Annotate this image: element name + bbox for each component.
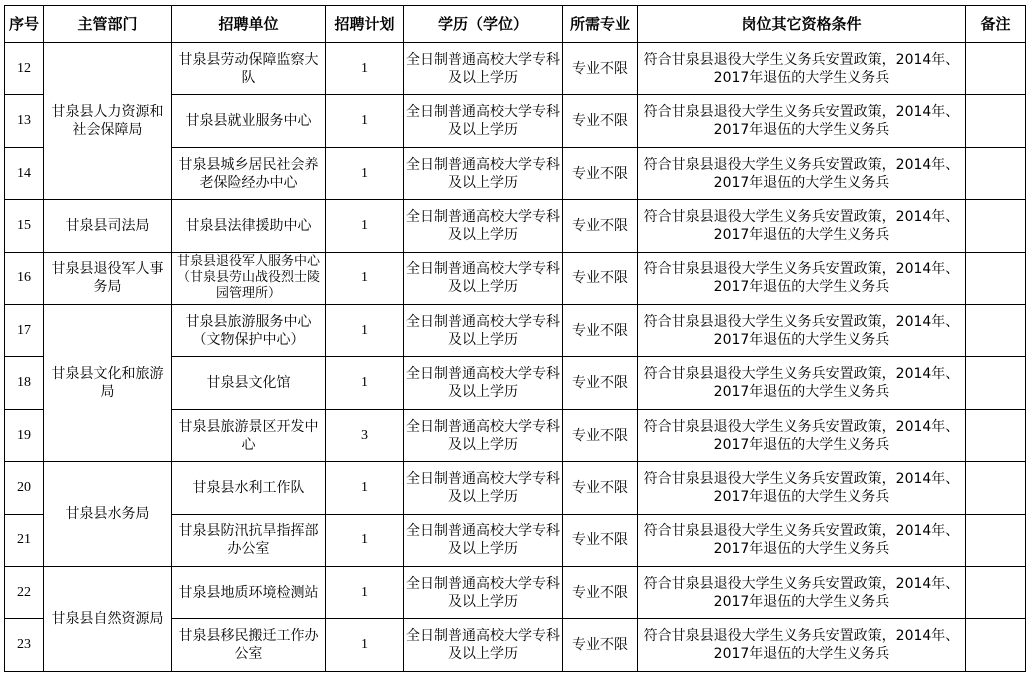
major-cell: 专业不限 <box>563 357 638 409</box>
dept-cell: 甘泉县水务局 <box>44 462 172 567</box>
unit-cell: 甘泉县水利工作队 <box>172 462 326 514</box>
plan-cell: 1 <box>326 200 404 252</box>
edu-cell: 全日制普通高校大学专科及以上学历 <box>404 409 563 461</box>
plan-cell: 1 <box>326 619 404 672</box>
edu-cell: 全日制普通高校大学专科及以上学历 <box>404 462 563 514</box>
major-cell: 专业不限 <box>563 252 638 304</box>
major-cell: 专业不限 <box>563 95 638 147</box>
row-seq: 19 <box>5 409 44 461</box>
unit-cell: 甘泉县地质环境检测站 <box>172 567 326 619</box>
plan-cell: 1 <box>326 147 404 199</box>
header-unit: 招聘单位 <box>172 6 326 43</box>
cond-cell: 符合甘泉县退役大学生义务兵安置政策，2014年、2017年退伍的大学生义务兵 <box>638 305 966 357</box>
table-row <box>5 305 1026 357</box>
unit-cell: 甘泉县退役军人服务中心（甘泉县劳山战役烈士陵园管理所） <box>172 252 326 304</box>
header-row <box>5 6 1026 43</box>
plan-cell: 1 <box>326 357 404 409</box>
dept-cell: 甘泉县自然资源局 <box>44 567 172 672</box>
unit-cell: 甘泉县文化馆 <box>172 357 326 409</box>
note-cell <box>966 95 1026 147</box>
note-cell <box>966 619 1026 672</box>
plan-cell: 1 <box>326 514 404 566</box>
header-cond: 岗位其它资格条件 <box>638 6 966 43</box>
cond-cell: 符合甘泉县退役大学生义务兵安置政策，2014年、2017年退伍的大学生义务兵 <box>638 252 966 304</box>
plan-cell: 1 <box>326 567 404 619</box>
row-seq: 20 <box>5 462 44 514</box>
major-cell: 专业不限 <box>563 200 638 252</box>
header-plan: 招聘计划 <box>326 6 404 43</box>
unit-cell: 甘泉县就业服务中心 <box>172 95 326 147</box>
note-cell <box>966 462 1026 514</box>
plan-cell: 1 <box>326 95 404 147</box>
row-seq: 12 <box>5 43 44 95</box>
cond-cell: 符合甘泉县退役大学生义务兵安置政策，2014年、2017年退伍的大学生义务兵 <box>638 409 966 461</box>
cond-cell: 符合甘泉县退役大学生义务兵安置政策，2014年、2017年退伍的大学生义务兵 <box>638 43 966 95</box>
edu-cell: 全日制普通高校大学专科及以上学历 <box>404 357 563 409</box>
edu-cell: 全日制普通高校大学专科及以上学历 <box>404 43 563 95</box>
row-seq: 21 <box>5 514 44 566</box>
cond-cell: 符合甘泉县退役大学生义务兵安置政策，2014年、2017年退伍的大学生义务兵 <box>638 200 966 252</box>
row-seq: 16 <box>5 252 44 304</box>
unit-cell: 甘泉县旅游景区开发中心 <box>172 409 326 461</box>
unit-cell: 甘泉县移民搬迁工作办公室 <box>172 619 326 672</box>
header-major: 所需专业 <box>563 6 638 43</box>
major-cell: 专业不限 <box>563 462 638 514</box>
plan-cell: 3 <box>326 409 404 461</box>
table-row <box>5 252 1026 304</box>
unit-cell: 甘泉县城乡居民社会养老保险经办中心 <box>172 147 326 199</box>
note-cell <box>966 357 1026 409</box>
row-seq: 23 <box>5 619 44 672</box>
major-cell: 专业不限 <box>563 514 638 566</box>
edu-cell: 全日制普通高校大学专科及以上学历 <box>404 567 563 619</box>
note-cell <box>966 305 1026 357</box>
dept-cell: 甘泉县文化和旅游局 <box>44 305 172 462</box>
table-row <box>5 43 1026 95</box>
plan-cell: 1 <box>326 305 404 357</box>
recruitment-table <box>4 5 1026 672</box>
dept-cell: 甘泉县司法局 <box>44 200 172 252</box>
major-cell: 专业不限 <box>563 305 638 357</box>
cond-cell: 符合甘泉县退役大学生义务兵安置政策，2014年、2017年退伍的大学生义务兵 <box>638 514 966 566</box>
edu-cell: 全日制普通高校大学专科及以上学历 <box>404 305 563 357</box>
table-row <box>5 462 1026 514</box>
major-cell: 专业不限 <box>563 43 638 95</box>
plan-cell: 1 <box>326 252 404 304</box>
unit-cell: 甘泉县旅游服务中心（文物保护中心） <box>172 305 326 357</box>
row-seq: 18 <box>5 357 44 409</box>
cond-cell: 符合甘泉县退役大学生义务兵安置政策，2014年、2017年退伍的大学生义务兵 <box>638 147 966 199</box>
plan-cell: 1 <box>326 462 404 514</box>
unit-cell: 甘泉县法律援助中心 <box>172 200 326 252</box>
note-cell <box>966 252 1026 304</box>
edu-cell: 全日制普通高校大学专科及以上学历 <box>404 619 563 672</box>
plan-cell: 1 <box>326 43 404 95</box>
note-cell <box>966 514 1026 566</box>
note-cell <box>966 147 1026 199</box>
row-seq: 22 <box>5 567 44 619</box>
header-edu: 学历（学位） <box>404 6 563 43</box>
note-cell <box>966 409 1026 461</box>
edu-cell: 全日制普通高校大学专科及以上学历 <box>404 252 563 304</box>
edu-cell: 全日制普通高校大学专科及以上学历 <box>404 147 563 199</box>
row-seq: 13 <box>5 95 44 147</box>
row-seq: 17 <box>5 305 44 357</box>
cond-cell: 符合甘泉县退役大学生义务兵安置政策，2014年、2017年退伍的大学生义务兵 <box>638 462 966 514</box>
note-cell <box>966 43 1026 95</box>
major-cell: 专业不限 <box>563 567 638 619</box>
dept-cell: 甘泉县退役军人事务局 <box>44 252 172 304</box>
edu-cell: 全日制普通高校大学专科及以上学历 <box>404 514 563 566</box>
header-note: 备注 <box>966 6 1026 43</box>
dept-cell: 甘泉县人力资源和社会保障局 <box>44 43 172 200</box>
note-cell <box>966 200 1026 252</box>
major-cell: 专业不限 <box>563 619 638 672</box>
edu-cell: 全日制普通高校大学专科及以上学历 <box>404 200 563 252</box>
cond-cell: 符合甘泉县退役大学生义务兵安置政策，2014年、2017年退伍的大学生义务兵 <box>638 95 966 147</box>
cond-cell: 符合甘泉县退役大学生义务兵安置政策，2014年、2017年退伍的大学生义务兵 <box>638 619 966 672</box>
row-seq: 15 <box>5 200 44 252</box>
unit-cell: 甘泉县防汛抗旱指挥部办公室 <box>172 514 326 566</box>
header-dept: 主管部门 <box>44 6 172 43</box>
note-cell <box>966 567 1026 619</box>
row-seq: 14 <box>5 147 44 199</box>
table-row <box>5 200 1026 252</box>
cond-cell: 符合甘泉县退役大学生义务兵安置政策，2014年、2017年退伍的大学生义务兵 <box>638 567 966 619</box>
edu-cell: 全日制普通高校大学专科及以上学历 <box>404 95 563 147</box>
unit-cell: 甘泉县劳动保障监察大队 <box>172 43 326 95</box>
table-row <box>5 567 1026 619</box>
major-cell: 专业不限 <box>563 409 638 461</box>
major-cell: 专业不限 <box>563 147 638 199</box>
header-seq: 序号 <box>5 6 44 43</box>
cond-cell: 符合甘泉县退役大学生义务兵安置政策，2014年、2017年退伍的大学生义务兵 <box>638 357 966 409</box>
